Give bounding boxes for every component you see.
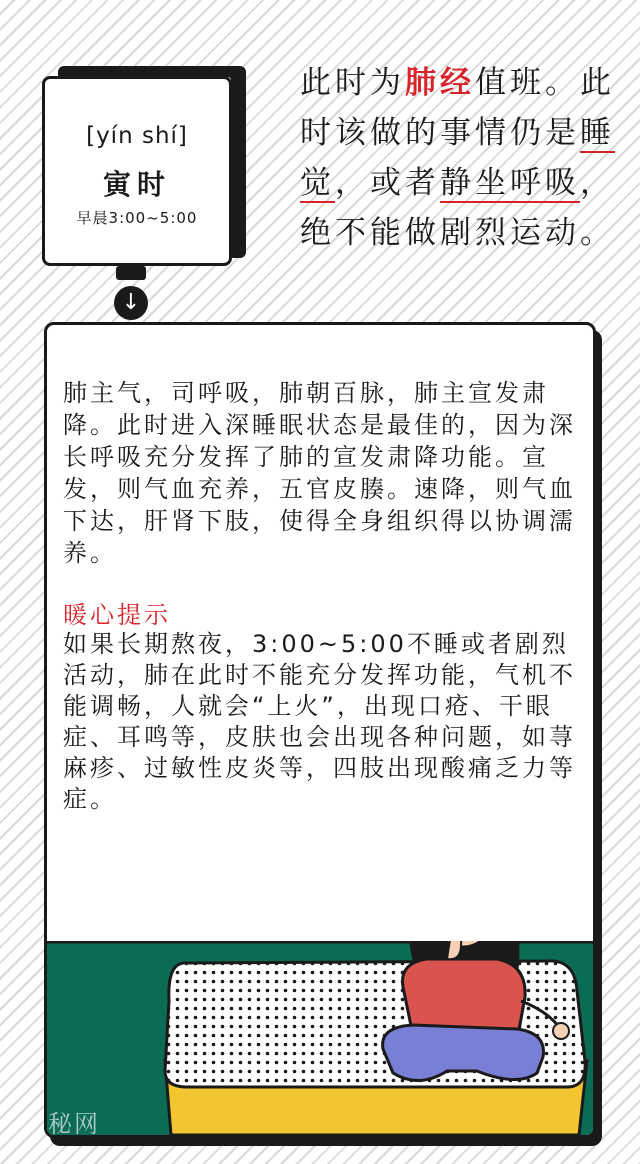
meditation-illustration	[47, 941, 593, 1135]
tag-pinyin: [yín shí]	[86, 123, 188, 149]
watermark: 秘网	[48, 1110, 100, 1138]
tag-time-range: 早晨3:00~5:00	[76, 209, 198, 227]
tips-paragraph: 如果长期熬夜，3:00~5:00不睡或者剧烈活动，肺在此时不能充分发挥功能，气机不能调畅，人就会“上火”，出现口疮、干眼症、耳鸣等，皮肤也会出现各种问题，如荨麻疹、过敏性皮炎等，四肢出现酸痛乏力等症。	[63, 630, 576, 813]
main-card	[44, 322, 596, 1138]
sleep-underline: 睡觉	[300, 115, 615, 201]
time-tag-card	[42, 76, 232, 266]
sit-underline: 静坐	[440, 165, 510, 201]
legs	[383, 1025, 544, 1081]
body-paragraph: 肺主气，司呼吸，肺朝百脉，肺主宣发肃降。此时进入深睡眠状态是最佳的，因为深长呼吸充分发挥了肺的宣发肃降功能。宣发，则气血充养，五官皮腠。速降，则气血下达，肝肾下肢，使得全身组织得以协调濡养。	[63, 379, 576, 567]
intro-text: 此时为肺经值班。此时该做的事情仍是睡觉，或者静坐呼吸，绝不能做剧烈运动。	[300, 65, 615, 251]
tag-name: 寅时	[102, 168, 171, 201]
tag-connector	[116, 266, 146, 280]
tips-title: 暖心提示	[63, 601, 171, 629]
meridian-highlight: 肺经	[405, 65, 475, 101]
breathe-underline: 呼吸	[510, 165, 580, 201]
down-arrow-icon: ↓	[114, 286, 148, 320]
